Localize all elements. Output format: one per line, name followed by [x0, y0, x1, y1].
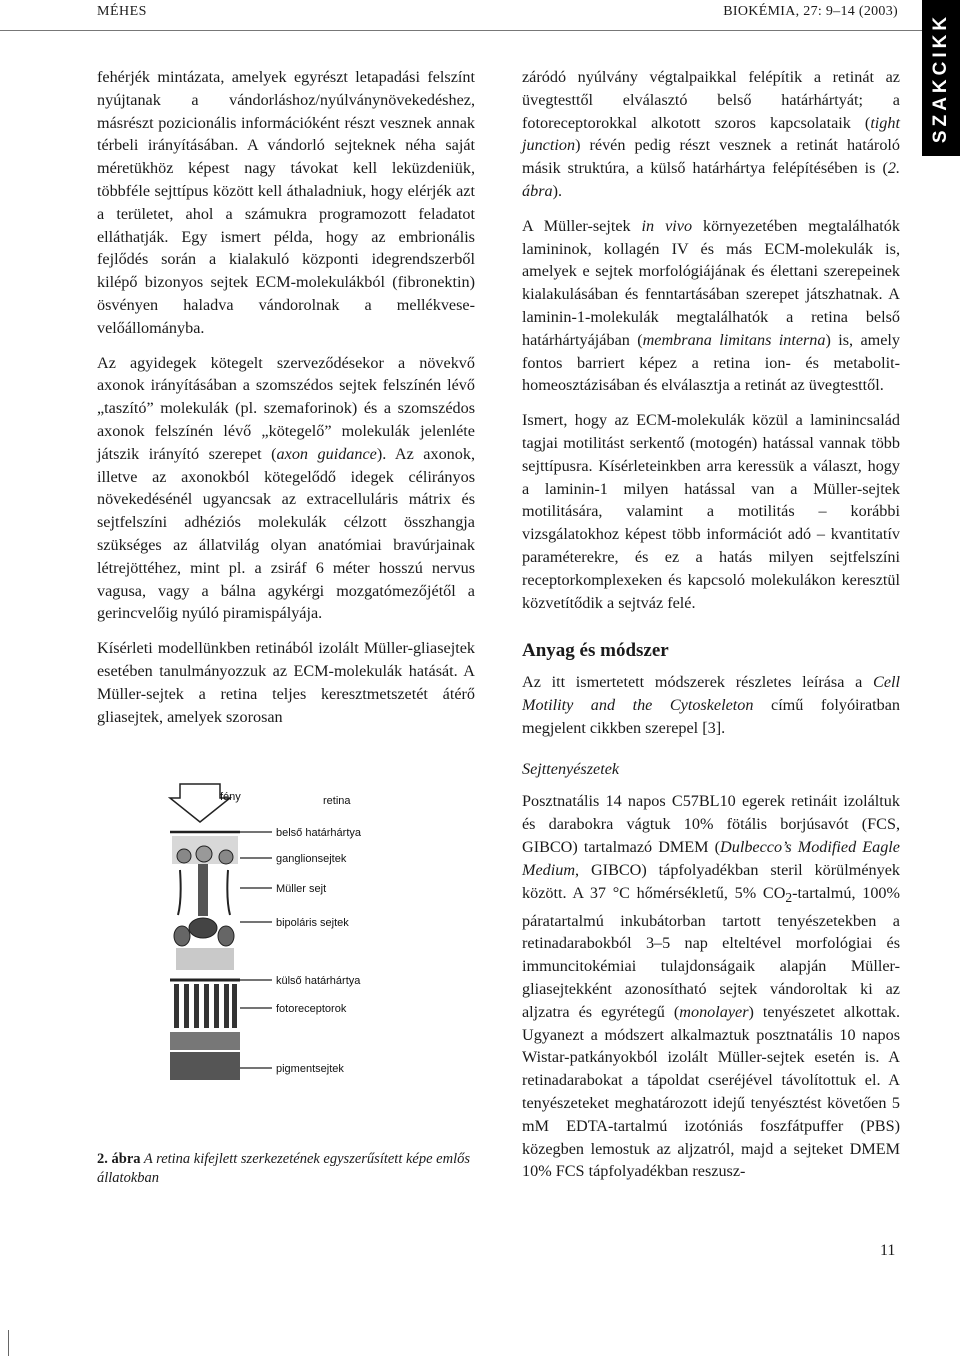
section-badge-label: SZAKCIKK	[930, 12, 952, 144]
subsection-heading: Sejttenyészetek	[522, 759, 620, 778]
section-heading: Anyag és módszer	[522, 640, 669, 662]
running-header	[0, 0, 960, 31]
layer-label: ganglionsejtek	[276, 853, 347, 865]
label-retina: retina	[323, 795, 351, 807]
caption-text: A retina kifejlett szerkezetének egyszerűsített képe emlős állatokban	[97, 1151, 470, 1186]
header-journal: BIOKÉMIA, 27: 9–14 (2003)	[723, 4, 898, 19]
margin-mark	[8, 1330, 9, 1356]
retina-diagram	[170, 832, 240, 1080]
page-number: 11	[880, 1242, 896, 1259]
layer-label: fotoreceptorok	[276, 1003, 347, 1015]
paragraph: fehérjék mintázata, amelyek egyrészt letapadási felszínt nyújtanak a vándorláshoz/nyúlványnövekedéshez, másrészt pozicionális információként részt vesznek annak térbeli irányításában. A vándorló sejteknek néha saját méretükhöz képest nagy távokat kell leküzdeniük, többféle sejttípus között kell áthaladniuk, hogy elérjék azt a területet, ahol a számukra programozott feladatot elláthatják. Egy ismert példa, hogy az embrionális fejlődés során a kialakuló központi idegrendszerből kilépő bizonyos sejtek ECM-molekulákból (fibronektin) ösvényen haladva vándorolnak a mellékvese-velőállományba.	[97, 68, 475, 337]
retina-figure	[168, 780, 468, 1140]
section-badge	[922, 0, 960, 156]
header-author: MÉHES	[97, 4, 147, 19]
paragraph: Kísérleti modellünkben retinából izolált Müller-gliasejtek esetében tanulmányozzuk az ECM-molekulák hatását. A Müller-sejtek a retina teljes keresztmetszetét átérő gliasejtek, amelyek szorosan	[97, 639, 475, 726]
layer-label: bipoláris sejtek	[276, 917, 349, 929]
label-light: fény	[220, 791, 241, 803]
right-column	[522, 66, 900, 1195]
paragraph: Az agyidegek kötegelt szerveződésekor a növekvő axonok irányításában a szomszédos sejtek felszínén lévő „taszító” molekulák (pl. szemaforinok) és a szomszédos axonok felszínén lévő „kötegelő” molekulák jelenléte játszik irányító szerepet (axon guidance). Az axonok, illetve az axonokból kötegelődő idegek célirányos növekedésénél ugyancsak az extracelluláris mátrix és sejtfelszíni adhéziós molekulák célzott összhangja szükséges az állatvilág olyan anatómiai bravúrjainak létrejöttéhez, mint pl. a zsiráf 6 méter hosszú nervus vagusa, vagy a bálna agykérgi mozgatómezőjétől a gerincvelőig nyúló piramispályája.	[97, 353, 475, 623]
caption-number: 2. ábra	[97, 1151, 141, 1167]
light-arrow-icon	[170, 784, 230, 822]
left-column	[97, 66, 475, 740]
figure-caption	[97, 1150, 475, 1188]
layer-label: külső határhártya	[276, 975, 361, 987]
paragraph: Ismert, hogy az ECM-molekulák közül a laminincsalád tagjai motilitást serkentő (motogén) hatással vannak több sejttípusra. Kísérleteinkben arra keressük a választ, hogy a laminin-1 milyen hatással van a Müller-sejtek motilitására, valamint a motilitás – korábbi vizsgálatokhoz képest több információt adó – kvantitatív paraméterekre, és ez a hatás milyen sejtfelszíni receptorkomplexeken és kapcsoló molekulákon keresztül közvetítődik a sejtváz felé.	[522, 411, 900, 612]
paragraph: záródó nyúlvány végtalpaikkal felépítik a retinát az üvegtesttől elválasztó belső határhártyát; a fotoreceptorokkal alkotott szoros kapcsolataik (tight junction) révén pedig részt vesznek a retinát határoló másik struktúra, a külső határhártya felépítésében is (2. ábra).	[522, 68, 900, 200]
paragraph: A Müller-sejtek in vivo környezetében megtalálhatók lamininok, kollagén IV és más ECM-molekulák is, amelyek e sejtek morfológiájának és élettani szerepeinek kialakulásában és fenntartásában szerepet játszhatnak. A laminin-1-molekulák megtalálhatók a retina belső határhártyájában (membrana limitans interna) is, amely fontos barriert képez a retina ion- és metabolit-homeosztázisában és elválasztja a retinát az üvegtesttől.	[522, 216, 900, 395]
layer-label: Müller sejt	[276, 883, 327, 895]
layer-label: pigmentsejtek	[276, 1063, 344, 1075]
layer-label: belső határhártya	[276, 827, 361, 839]
paragraph: Posztnatális 14 napos C57BL10 egerek retináit izoláltuk és darabokra vágtuk 10% fötális borjúsavót (FCS, GIBCO) tartalmazó DMEM (Dulbecco’s Modified Eagle Medium, GIBCO) tápfolyadékban steril körülmények között. A 37 °C hőmérsékletű, 5% $CO_2$-tartalmú, 100% páratartalmú inkubátorban tartott tenyészetekben a retinadarabokból 3–5 nap elteltével morfológiai és immuncitokémiai tulajdonságaik alapján Müller-gliasejtekként azonosítható sejtek vándoroltak ki az aljzatra és egyrétegű (monolayer) tenyészetet alkottak. Ugyanezt a módszert alkalmaztuk posztnatális 10 napos Wistar-patkányokból izolált Müller-sejtek esetén is. A retinadarabokat a tápoldat cseréjével távolítottuk el. A tenyészeteket meghatározott idejű tenyésztést követően 5 mM EDTA-tartalmú izotóniás foszfátpuffer (PBS) közegben lemostuk az aljzatról, majd a sejteket DMEM 10% FCS tápfolyadékban reszusz-	[522, 792, 900, 1181]
paragraph: Az itt ismertetett módszerek részletes leírása a Cell Motility and the Cytoskeleton című folyóiratban megjelent cikkben szerepel [3].	[522, 673, 901, 737]
